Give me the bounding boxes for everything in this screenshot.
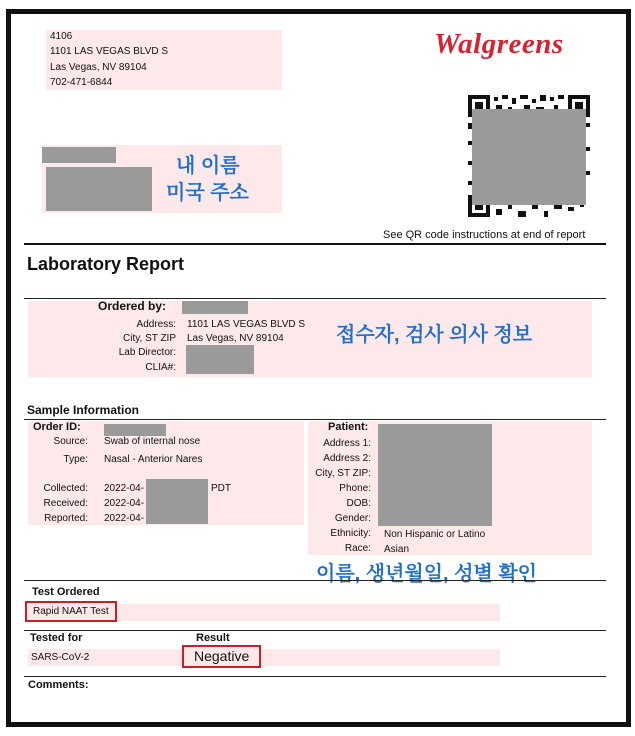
patient-city-label: City, ST ZIP:	[315, 468, 371, 479]
qr-code	[468, 95, 590, 217]
store-street: 1101 LAS VEGAS BLVD S	[50, 46, 169, 57]
sample-rule	[24, 419, 606, 420]
order-id-label: Order ID:	[33, 421, 81, 433]
collected-value: 2022-04-	[104, 483, 145, 494]
address-label: Address:	[136, 319, 176, 330]
race-value: Asian	[384, 544, 410, 555]
annotation-staff-info: 접수자, 검사 의사 정보	[336, 324, 533, 346]
tested-for-rule	[24, 630, 606, 631]
source-label: Source:	[53, 436, 88, 447]
gender-label: Gender:	[334, 513, 371, 524]
title-rule-top	[24, 243, 606, 245]
address2-label: Address 2:	[323, 453, 371, 464]
tested-for-value: SARS-CoV-2	[31, 652, 90, 663]
tested-for-label: Tested for	[30, 632, 83, 644]
received-value: 2022-04-	[104, 498, 145, 509]
annotation-identity-check: 이름, 생년월일, 성별 확인	[316, 563, 537, 585]
dob-label: DOB:	[346, 498, 371, 509]
comments-label: Comments:	[28, 679, 89, 691]
ethnicity-value: Non Hispanic or Latino	[384, 529, 486, 540]
result-value: Negative	[182, 645, 261, 668]
reported-value: 2022-04-	[104, 513, 145, 524]
ethnicity-label: Ethnicity:	[330, 528, 371, 539]
result-label: Result	[196, 632, 230, 644]
address1-label: Address 1:	[323, 438, 371, 449]
city-zip-label: City, ST ZIP	[123, 333, 176, 344]
address-value: 1101 LAS VEGAS BLVD S	[187, 319, 306, 330]
patient-label: Patient:	[328, 421, 369, 433]
redacted-address	[46, 167, 152, 211]
redacted-name	[42, 147, 116, 163]
annotation-us-address: 미국 주소	[166, 182, 249, 204]
redacted-patient-details	[378, 424, 492, 526]
comments-rule	[24, 676, 606, 677]
annotation-my-name: 내 이름	[176, 155, 240, 177]
test-ordered-value: Rapid NAAT Test	[25, 601, 117, 622]
reported-label: Reported:	[44, 513, 88, 524]
test-ordered-rule	[24, 580, 606, 581]
collected-timezone: PDT	[211, 483, 231, 494]
source-value: Swab of internal nose	[104, 436, 201, 447]
race-label: Race:	[344, 543, 371, 554]
test-ordered-title: Test Ordered	[32, 586, 100, 598]
report-title: Laboratory Report	[27, 254, 185, 274]
received-label: Received:	[43, 498, 88, 509]
qr-caption: See QR code instructions at end of report	[383, 229, 586, 241]
type-label: Type:	[63, 454, 88, 465]
walgreens-logo: Walgreens	[434, 28, 564, 60]
redacted-dates	[146, 479, 208, 524]
ordered-by-label: Ordered by:	[98, 299, 167, 313]
result-row-background	[28, 649, 500, 666]
type-value: Nasal - Anterior Nares	[104, 454, 203, 465]
clia-label: CLIA#:	[145, 362, 176, 373]
lab-director-label: Lab Director:	[118, 347, 176, 358]
store-phone: 702-471-6844	[50, 77, 113, 88]
redacted-director-clia	[186, 345, 254, 374]
collected-label: Collected:	[43, 483, 88, 494]
store-city: Las Vegas, NV 89104	[50, 62, 147, 73]
phone-label: Phone:	[339, 483, 371, 494]
redacted-ordered-by	[182, 301, 248, 314]
sample-section-title: Sample Information	[27, 403, 140, 417]
city-zip-value: Las Vegas, NV 89104	[187, 333, 284, 344]
store-number: 4106	[50, 31, 73, 42]
